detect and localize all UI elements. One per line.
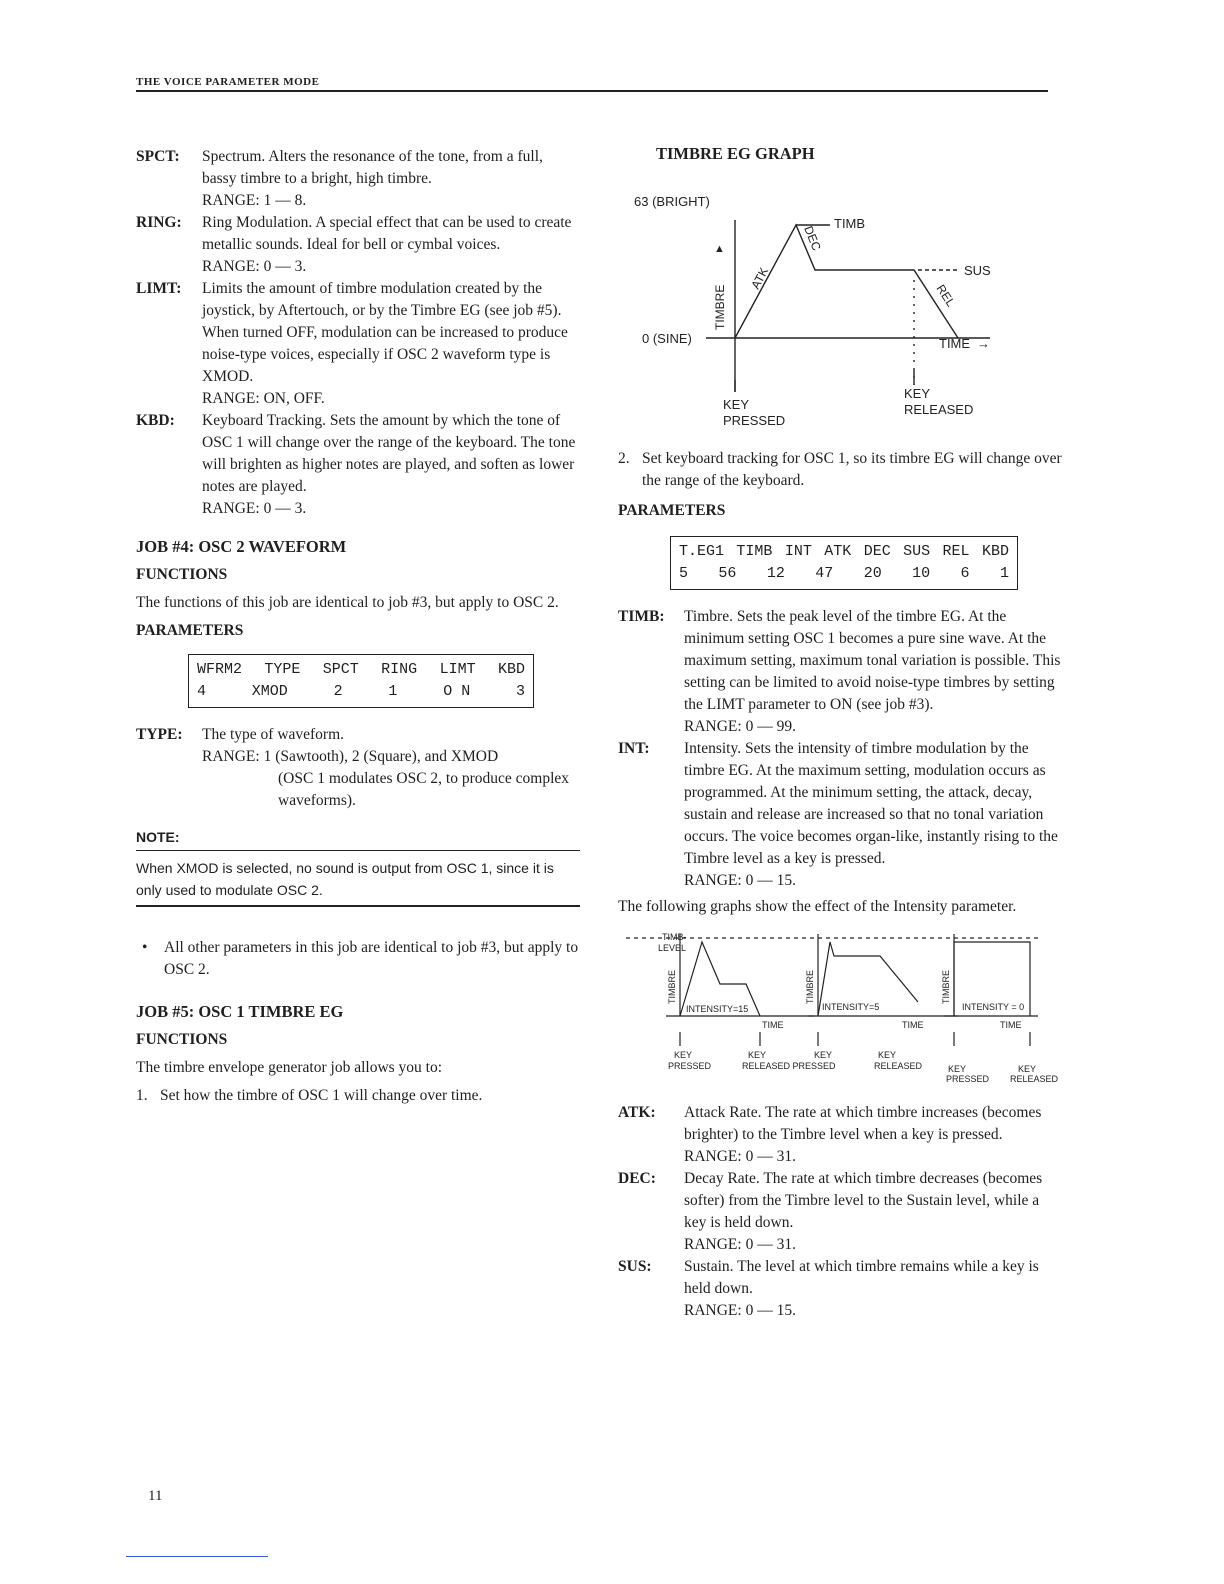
param-label: TIMB: (618, 608, 665, 625)
param-range: RANGE: 1 — 8. (202, 192, 307, 209)
intensity-5-label: INTENSITY=5 (822, 1002, 880, 1012)
lcd-cell: 56 (718, 565, 737, 582)
timb-label: TIMB (834, 216, 866, 231)
param-type (136, 724, 580, 746)
note-text: When XMOD is selected, no sound is output from OSC 1, since it is only used to modulate OSC 2. (136, 860, 554, 898)
job5-title: JOB #5: OSC 1 TIMBRE EG (136, 1002, 344, 1021)
released-pressed-label: RELEASED PRESSED (742, 1061, 836, 1071)
param-label: INT: (618, 740, 650, 757)
timbre-label-1: TIMBRE (667, 969, 677, 1004)
lcd-cell: 10 (912, 565, 931, 582)
lcd-cell: TIMB (736, 543, 773, 560)
job5-functions-heading: FUNCTIONS (136, 1031, 228, 1048)
pressed-label-5: PRESSED (946, 1074, 990, 1084)
lcd-row-labels (197, 659, 525, 681)
key-label-4: KEY (878, 1050, 897, 1060)
lcd-cell: DEC (863, 543, 891, 560)
lcd-cell: XMOD (251, 683, 288, 700)
list-number: 1. (136, 1087, 148, 1104)
job4-functions-heading: FUNCTIONS (136, 566, 228, 583)
param-dec (618, 1168, 1062, 1256)
param-label: ATK: (618, 1104, 656, 1121)
param-spct (136, 146, 580, 212)
param-label: SUS: (618, 1258, 652, 1275)
lcd-cell: 4 (197, 683, 207, 700)
list-item (136, 1085, 580, 1107)
job5-intro: The timbre envelope generator job allows you to: (136, 1059, 443, 1076)
teg1-lcd-display (670, 536, 1018, 590)
intensity-0-label: INTENSITY = 0 (962, 1002, 1025, 1012)
param-text: Spectrum. Alters the resonance of the tone, from a full, bassy timbre to a bright, high timbre. (202, 148, 543, 187)
param-range: RANGE: 0 — 99. (684, 718, 796, 735)
lcd-row-values (679, 563, 1009, 585)
parameters-heading: PARAMETERS (618, 502, 726, 519)
lcd-cell: 12 (766, 565, 785, 582)
param-ring (136, 212, 580, 278)
param-label: KBD: (136, 412, 175, 429)
right-column (618, 448, 1062, 1322)
key-label-6: KEY (1018, 1064, 1037, 1074)
param-text: The type of waveform. (202, 726, 345, 743)
key-released-label-1: KEY (904, 386, 931, 401)
timb-level-label-2: LEVEL (658, 943, 687, 953)
lcd-cell: WFRM2 (197, 661, 243, 678)
header-rule (136, 90, 1048, 92)
timbre-label-3: TIMBRE (941, 969, 951, 1004)
sus-label: SUS (964, 263, 991, 278)
pressed-label-1: PRESSED (668, 1061, 712, 1071)
param-label: RING: (136, 214, 182, 231)
param-text: Attack Rate. The rate at which timbre increases (becomes brighter) to the Timbre level when a key is pressed. (684, 1104, 1042, 1143)
list-number: 2. (618, 450, 630, 467)
lcd-cell: SUS (903, 543, 931, 560)
lcd-cell: RING (381, 661, 418, 678)
lcd-cell: ATK (824, 543, 852, 560)
lcd-cell: KBD (981, 543, 1009, 560)
key-label-2: KEY (748, 1050, 767, 1060)
lcd-cell: 20 (863, 565, 882, 582)
time-label: TIME (939, 336, 971, 351)
param-range: RANGE: 0 — 31. (684, 1236, 796, 1253)
key-released-label-2: RELEASED (904, 402, 974, 417)
timbre-eg-graph (618, 180, 1048, 440)
param-limt (136, 278, 580, 410)
job4-functions-text: The functions of this job are identical to job #3, but apply to OSC 2. (136, 594, 559, 611)
param-sus (618, 1256, 1062, 1322)
envelope-line (735, 225, 958, 338)
param-text: Intensity. Sets the intensity of timbre modulation by the timbre EG. At the maximum setting, modulation occurs as programmed. At the minimum setting, the attack, decay, sustain and release are increased so that no tonal variation occurs. The voice becomes organ-like, instantly rising to the Timbre level as a key is pressed. (684, 740, 1058, 867)
lcd-cell: KBD (497, 661, 525, 678)
intensity-graphs (618, 924, 1062, 1084)
type-range-line2: (OSC 1 modulates OSC 2, to produce complex waveforms). (278, 770, 570, 809)
key-pressed-label-2: PRESSED (723, 413, 786, 428)
lcd-cell: TYPE (264, 661, 301, 678)
param-label: DEC: (618, 1170, 656, 1187)
lcd-cell: INT (784, 543, 812, 560)
left-column (136, 146, 580, 1107)
note-end-rule (136, 905, 580, 907)
page-header: THE VOICE PARAMETER MODE (136, 76, 320, 88)
timbre-axis-label: TIMBRE (713, 284, 727, 330)
bullet-item (136, 937, 580, 981)
param-atk (618, 1102, 1062, 1168)
type-range-line1: RANGE: 1 (Sawtooth), 2 (Square), and XMOD (202, 748, 499, 765)
graph-title: TIMBRE EG GRAPH (656, 144, 815, 163)
up-arrow: ▲ (714, 243, 725, 255)
time-label-1: TIME (762, 1020, 784, 1030)
lcd-cell: 5 (679, 565, 689, 582)
lcd-row-values (197, 681, 525, 703)
param-range: RANGE: ON, OFF. (202, 390, 325, 407)
atk-label: ATK (748, 265, 772, 292)
job4-lcd-display (188, 654, 534, 708)
param-text: Limits the amount of timbre modulation created by the joystick, by Aftertouch, or by the Timbre EG (see job #5). When turned OFF, modulation can be increased to produce noise-type voices, especially if OSC 2 waveform type is XMOD. (202, 280, 568, 385)
released-label-6: RELEASED (1010, 1074, 1059, 1084)
note-rule (136, 850, 580, 851)
key-label-5: KEY (948, 1064, 967, 1074)
job4-parameters-heading: PARAMETERS (136, 622, 244, 639)
param-label: SPCT: (136, 148, 180, 165)
param-kbd (136, 410, 580, 520)
param-range: RANGE: 0 — 15. (684, 1302, 796, 1319)
param-text: Decay Rate. The rate at which timbre decreases (becomes softer) from the Timbre level to the Sustain level, while a key is held down. (684, 1170, 1043, 1231)
list-item (618, 448, 1062, 492)
list-text: Set how the timbre of OSC 1 will change over time. (160, 1087, 483, 1104)
graphs-intro: The following graphs show the effect of the Intensity parameter. (618, 898, 1017, 915)
param-range: RANGE: 0 — 31. (684, 1148, 796, 1165)
lcd-row-labels (679, 541, 1009, 563)
param-int (618, 738, 1062, 892)
lcd-cell: 1 (388, 683, 398, 700)
rel-label: REL (933, 282, 958, 310)
lcd-cell: REL (942, 543, 970, 560)
type-range (136, 746, 580, 812)
key-label-3: KEY (814, 1050, 833, 1060)
param-label: LIMT: (136, 280, 182, 297)
list-text: Set keyboard tracking for OSC 1, so its timbre EG will change over the range of the keyboard. (642, 450, 1062, 489)
bullet-text: All other parameters in this job are identical to job #3, but apply to OSC 2. (164, 939, 579, 978)
lcd-cell: SPCT (322, 661, 359, 678)
param-text: Timbre. Sets the peak level of the timbre EG. At the minimum setting OSC 1 becomes a pure sine wave. At the maximum setting, maximum tonal variation is possible. This setting can be limited to avoid noise-type timbres by setting the LIMT parameter to ON (see job #3). (684, 608, 1061, 713)
param-text: Ring Modulation. A special effect that can be used to create metallic sounds. Ideal for bell or cymbal voices. (202, 214, 572, 253)
released-label-4: RELEASED (874, 1061, 923, 1071)
footer-link-rule (126, 1556, 268, 1557)
param-range: RANGE: 0 — 3. (202, 258, 307, 275)
key-label-1: KEY (674, 1050, 693, 1060)
bottom-label: 0 (SINE) (642, 331, 692, 346)
time-arrow: → (977, 336, 990, 351)
note-box (136, 826, 580, 907)
timbre-label-2: TIMBRE (805, 969, 815, 1004)
time-label-3: TIME (1000, 1020, 1022, 1030)
job4-title: JOB #4: OSC 2 WAVEFORM (136, 537, 347, 556)
bullet-dot: • (142, 939, 148, 956)
lcd-cell: 3 (515, 683, 525, 700)
page-number: 11 (148, 1488, 163, 1504)
lcd-cell: LIMT (439, 661, 476, 678)
time-label-2: TIME (902, 1020, 924, 1030)
lcd-cell: 6 (960, 565, 970, 582)
top-label: 63 (BRIGHT) (634, 194, 710, 209)
lcd-cell: T.EG1 (679, 543, 725, 560)
lcd-cell: O N (443, 683, 471, 700)
note-title: NOTE: (136, 829, 180, 845)
lcd-cell: 2 (333, 683, 343, 700)
key-pressed-label-1: KEY (723, 397, 750, 412)
intensity-15-label: INTENSITY=15 (686, 1004, 749, 1014)
param-text: Keyboard Tracking. Sets the amount by which the tone of OSC 1 will change over the range of the keyboard. The tone will brighten as higher notes are played, and soften as lower notes are played. (202, 412, 576, 495)
dec-label: DEC (801, 223, 824, 253)
lcd-cell: 47 (815, 565, 834, 582)
lcd-cell: 1 (999, 565, 1009, 582)
param-range: RANGE: 0 — 3. (202, 500, 307, 517)
param-text: Sustain. The level at which timbre remains while a key is held down. (684, 1258, 1039, 1297)
param-range: RANGE: 0 — 15. (684, 872, 796, 889)
param-timb (618, 606, 1062, 738)
param-label: TYPE: (136, 726, 183, 743)
timb-level-label-1: TIMB- (662, 932, 687, 942)
